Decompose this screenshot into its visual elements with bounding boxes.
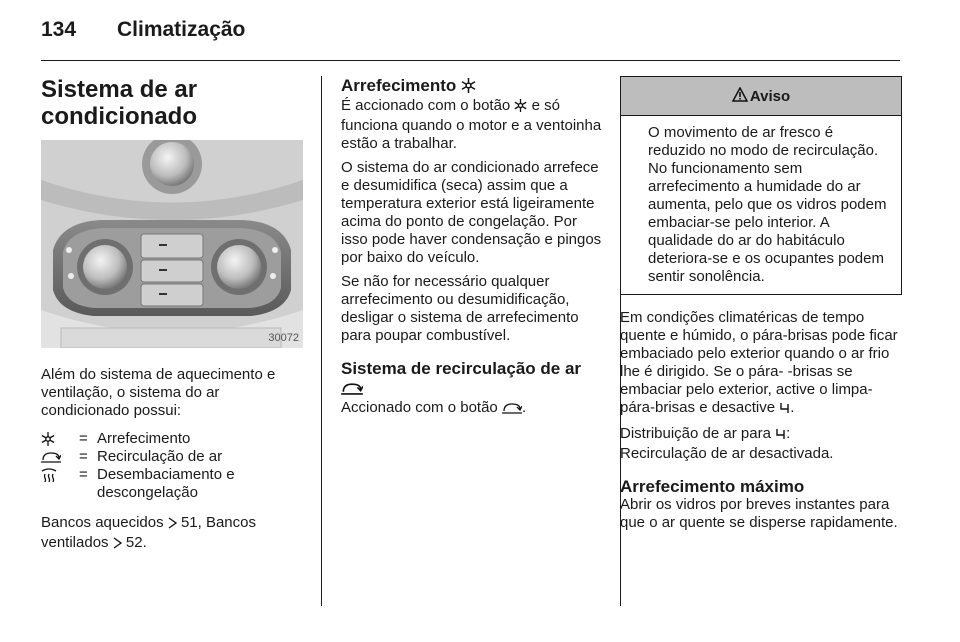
column-2 bbox=[341, 76, 603, 425]
warning-title: Aviso bbox=[749, 87, 791, 105]
figure-number: 30072 bbox=[268, 332, 299, 344]
legend-row-recirculation: = Recirculação de ar bbox=[41, 448, 303, 466]
column-1 bbox=[41, 76, 303, 560]
legend-row-cooling: = Arrefecimento bbox=[41, 430, 303, 448]
column-divider-1 bbox=[321, 76, 322, 606]
chapter-title: Climatização bbox=[117, 18, 246, 41]
airflow-icon bbox=[779, 401, 790, 419]
warning-box bbox=[620, 76, 902, 295]
snowflake-icon bbox=[461, 78, 476, 97]
recirculation-icon bbox=[502, 401, 522, 419]
column-3 bbox=[620, 76, 902, 538]
intro-paragraph: Além do sistema de aquecimento e ventilação, o sistema do ar condicionado possui: bbox=[41, 366, 276, 419]
cooling-paragraph-3: Se não for necessário qualquer arrefecimento ou desumidificação, desligar o sistema de arrefecimento para poupar combustível. bbox=[341, 273, 579, 344]
legend-row-defrost: = Desembaciamento e descongelação bbox=[41, 466, 303, 502]
snowflake-icon bbox=[41, 430, 79, 448]
max-cooling-heading: Arrefecimento máximo bbox=[620, 477, 805, 496]
warning-header bbox=[621, 77, 901, 116]
recirculation-paragraph: Accionado com o botão . bbox=[341, 399, 603, 419]
air-distribution-paragraph: Distribuição de ar para : Recirculação de ar desactivada. bbox=[620, 425, 834, 462]
cooling-paragraph-1: É accionado com o botão e só funciona quando o motor e a ventoinha estão a trabalhar. bbox=[341, 97, 602, 152]
recirculation-icon bbox=[341, 380, 363, 399]
cooling-paragraph-2: O sistema do ar condicionado arrefece e desumidifica (seca) assim que a temperatura exterior está ligeiramente acima do ponto de congelação. Por isso pode haver condensação e pingos por baixo do veículo. bbox=[341, 159, 602, 266]
max-cooling-paragraph: Abrir os vidros por breves instantes para que o ar quente se disperse rapidamente. bbox=[620, 496, 898, 531]
climate-panel-illustration bbox=[41, 140, 303, 348]
recirculation-icon bbox=[41, 448, 79, 466]
cross-reference: Bancos aquecidos 51, Bancos ventilados 52. bbox=[41, 514, 303, 554]
header-divider bbox=[41, 60, 900, 61]
section-title: Sistema de ar condicionado bbox=[41, 76, 198, 130]
cooling-heading: Arrefecimento bbox=[341, 76, 603, 97]
page-reference-arrow-icon bbox=[113, 536, 122, 554]
warning-triangle-icon bbox=[732, 87, 748, 106]
page-number: 134 bbox=[41, 18, 77, 41]
airflow-icon bbox=[775, 427, 786, 445]
feature-legend bbox=[41, 430, 303, 502]
warning-text: O movimento de ar fresco é reduzido no modo de recirculação. No funcionamento sem arrefecimento a humidade do ar aumenta, pelo que os vidros podem embaciar-se pelo interior. A qualidade do ar do habitáculo deteriora-se e os ocupantes podem sentir sonolência. bbox=[648, 124, 887, 285]
recirculation-heading: Sistema de recirculação de ar bbox=[341, 359, 603, 399]
page-reference-arrow-icon bbox=[168, 516, 177, 534]
snowflake-icon bbox=[514, 99, 527, 117]
climate-control-figure bbox=[41, 140, 303, 348]
defrost-icon bbox=[41, 466, 79, 502]
humid-weather-paragraph: Em condições climatéricas de tempo quente e húmido, o pára-brisas pode ficar embaciado pelo exterior quando o ar frio lhe é dirigido. Se o pára- -brisas se embaciar pelo exterior, active o limpa-pára-brisas e desactive . bbox=[620, 309, 902, 419]
